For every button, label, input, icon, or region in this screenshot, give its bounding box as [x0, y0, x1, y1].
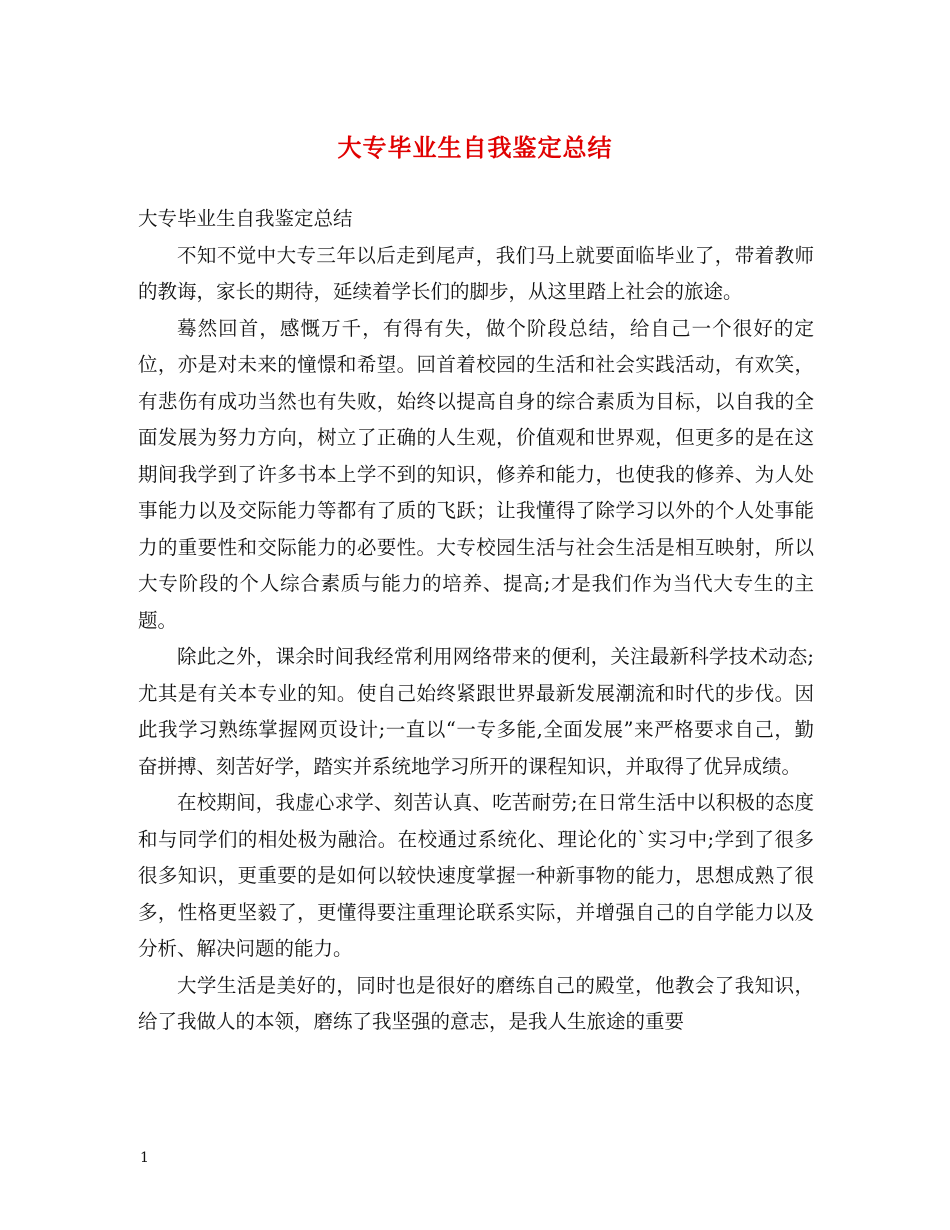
document-body: [138, 201, 814, 1041]
page-number: 1: [140, 1150, 149, 1166]
document-title: 大专毕业生自我鉴定总结: [337, 133, 613, 162]
paragraph-2: 蓦然回首，感慨万千，有得有失，做个阶段总结，给自己一个很好的定位，亦是对未来的憧憬和希望。回首着校园的生活和社会实践活动，有欢笑，有悲伤有成功当然也有失败，始终以提高自身的综合素质为目标，以自我的全面发展为努力方向，树立了正确的人生观，价值观和世界观，但更多的是在这期间我学到了许多书本上学不到的知识，修养和能力，也使我的修养、为人处事能力以及交际能力等都有了质的飞跃；让我懂得了除学习以外的个人处事能力的重要性和交际能力的必要性。大专校园生活与社会生活是相互映射，所以大专阶段的个人综合素质与能力的培养、提高;才是我们作为当代大专生的主题。: [138, 316, 814, 632]
document-subtitle: 大专毕业生自我鉴定总结: [138, 207, 353, 230]
paragraph-4: 在校期间，我虚心求学、刻苦认真、吃苦耐劳;在日常生活中以积极的态度和与同学们的相处极为融洽。在校通过系统化、理论化的`实习中;学到了很多很多知识，更重要的是如何以较快速度掌握一种新事物的能力，思想成熟了很多，性格更坚毅了，更懂得要注重理论联系实际，并增强自己的自学能力以及分析、解决问题的能力。: [138, 791, 814, 960]
paragraph-3: 除此之外，课余时间我经常利用网络带来的便利，关注最新科学技术动态;尤其是有关本专业的知。使自己始终紧跟世界最新发展潮流和时代的步伐。因此我学习熟练掌握网页设计;一直以“一专多能,全面发展”来严格要求自己，勤奋拼搏、刻苦好学，踏实并系统地学习所开的课程知识，并取得了优异成绩。: [138, 645, 814, 778]
paragraph-5: 大学生活是美好的，同时也是很好的磨练自己的殿堂，他教会了我知识，给了我做人的本领，磨练了我坚强的意志，是我人生旅途的重要: [138, 973, 814, 1033]
paragraph-1: 不知不觉中大专三年以后走到尾声，我们马上就要面临毕业了，带着教师的教诲，家长的期待，延续着学长们的脚步，从这里踏上社会的旅途。: [138, 243, 814, 303]
